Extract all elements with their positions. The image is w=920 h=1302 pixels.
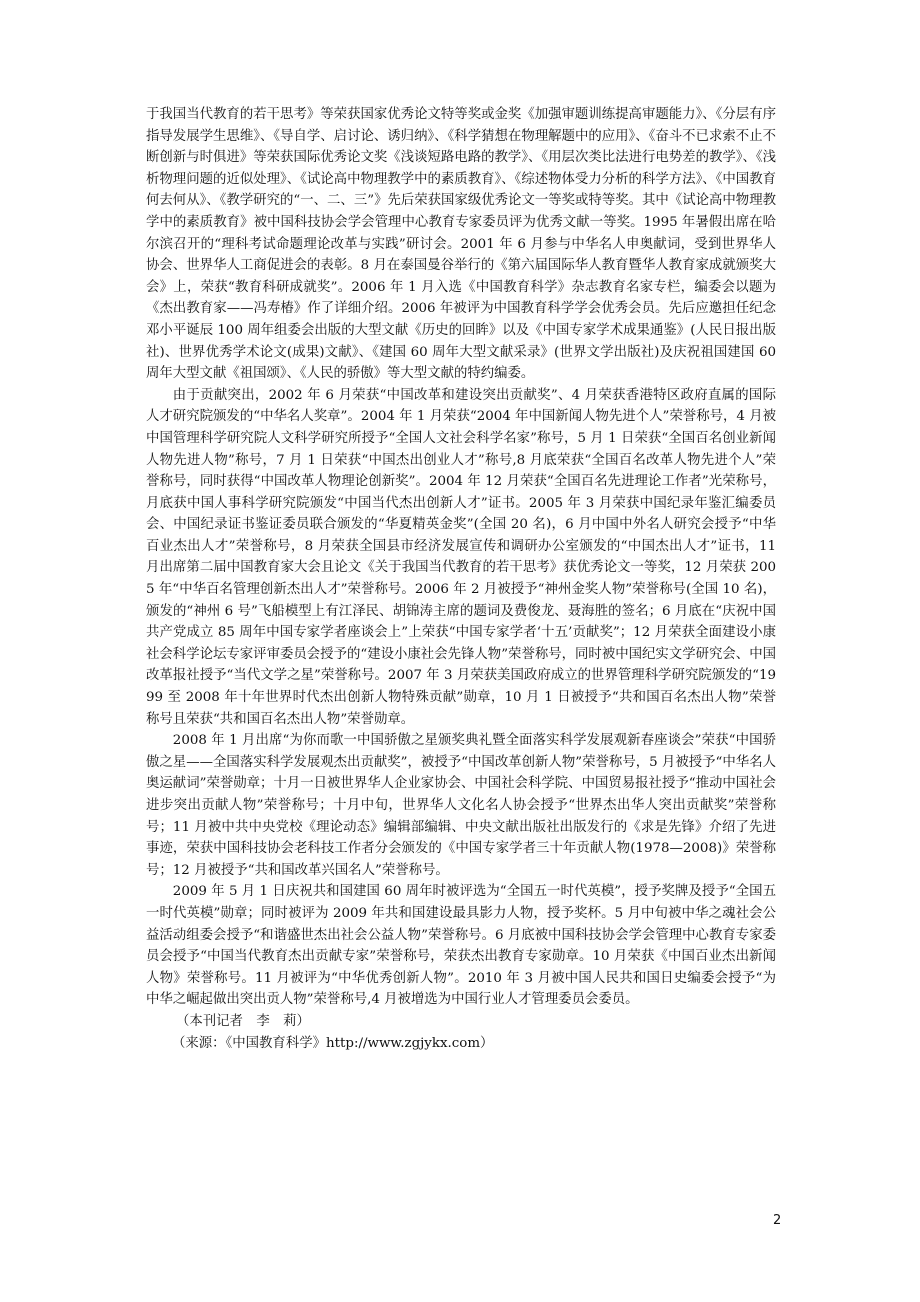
paragraph-honors-2008: 2008 年 1 月出席“为你而歌一中国骄傲之星颁奖典礼暨全面落实科学发展观新春座谈会”荣获“中国骄傲之星——全国落实科学发展观杰出贡献奖”，被授予“中国改革创新人物”荣誉称号，5 月被授予“中华名人奥运献词”荣誉勋章；十月一日被世界华人企业家协会、中国社会科学院、中国贸易报社授予“推动中国社会进步突出贡献人物”荣誉称号；十月中旬，世界华人文化名人协会授予“世界杰出华人突出贡献奖”荣誉称号；11 月被中共中央党校《理论动态》编辑部编辑、中央文献出版社出版发行的《求是先锋》介绍了先进事迹，荣获中国科技协会老科技工作者分会颁发的《中国专家学者三十年贡献人物(1978—2008)》荣誉称号；12 月被授予“共和国改革兴国名人”荣誉称号。 [146, 733, 776, 878]
source-line: （来源：《中国教育科学》http://www.zgjykx.com） [172, 1035, 494, 1051]
reporter-signoff: （本刊记者 李 莉） [176, 1013, 310, 1029]
paragraph-awards-papers: 于我国当代教育的若干思考》等荣获国家优秀论文特等奖或金奖《加强审题训练提高审题能力》、《分层有序指导发展学生思维》、《导自学、启讨论、诱归纳》、《科学猜想在物理解题中的应用》、《奋斗不已求索不止不断创新与时俱进》等荣获国际优秀论文奖《浅谈短路电路的教学》、《用层次类比法进行电势差的教学》、《浅析物理问题的近似处理》、《试论高中物理教学中的素质教育》、《综述物体受力分析的科学方法》、《中国教育何去何从》、《教学研究的“一、二、三”》先后荣获国家级优秀论文一等奖或特等奖。其中《试论高中物理教学中的素质教育》被中国科技协会学会管理中心教育专家委员评为优秀文献一等奖。1995 年暑假出席在哈尔滨召开的“理科考试命题理论改革与实践”研讨会。2001 年 6 月参与中华名人申奥献词，受到世界华人协会、世界华人工商促进会的表彰。8 月在泰国曼谷举行的《第六届国际华人教育暨华人教育家成就颁奖大会》上，荣获“教育科研成就奖”。2006 年 1 月入选《中国教育科学》杂志教育名家专栏，编委会以题为《杰出教育家——冯寿椿》作了详细介绍。2006 年被评为中国教育科学学会优秀会员。先后应邀担任纪念邓小平诞辰 100 周年组委会出版的大型文献《历史的回眸》以及《中国专家学术成果通鉴》(人民日报出版社)、世界优秀学术论文(成果)文献》、《建国 60 周年大型文献采录》(世界文学出版社)及庆祝祖国建国 60 周年大型文献《祖国颂》、《人民的骄傲》等大型文献的特约编委。 [146, 107, 776, 382]
paragraph-honors-2002-2007: 由于贡献突出，2002 年 6 月荣获“中国改革和建设突出贡献奖”、4 月荣获香港特区政府直属的国际人才研究院颁发的“中华名人奖章”。2004 年 1 月荣获“2004 年中国新闻人物先进个人”荣誉称号，4 月被中国管理科学研究院人文科学研究所授予“全国人文社会科学名家”称号，5 月 1 日荣获“全国百名创业新闻人物先进人物”称号，7 月 1 日荣获“中国杰出创业人才”称号,8 月底荣获“全国百名改革人物先进个人”荣誉称号，同时获得“中国改革人物理论创新奖”。2004 年 12 月荣获“全国百名先进理论工作者”光荣称号，月底获中国人事科学研究院颁发“中国当代杰出创新人才”证书。2005 年 3 月荣获中国纪录年鉴汇编委员会、中国纪录证书鉴证委员联合颁发的“华夏精英金奖”(全国 20 名)，6 月中国中外名人研究会授予“中华百业杰出人才”荣誉称号，8 月荣获全国县市经济发展宣传和调研办公室颁发的“中国杰出人才”证书，11 月出席第二届中国教育家大会且论文《关于我国当代教育的若干思考》获优秀论文一等奖，12 月荣获 2005 年“中华百名管理创新杰出人才”荣誉称号。2006 年 2 月被授予“神州金奖人物”荣誉称号(全国 10 名)，颁发的“神州 6 号”飞船模型上有江泽民、胡锦涛主席的题词及费俊龙、聂海胜的签名；6 月底在“庆祝中国共产党成立 85 周年中国专家学者座谈会上”上荣获“中国专家学者‘十五’贡献奖”；12 月荣获全面建设小康社会科学论坛专家评审委员会授予的“建设小康社会先锋人物”荣誉称号，同时被中国纪实文学研究会、中国改革报社授予“当代文学之星”荣誉称号。2007 年 3 月荣获美国政府成立的世界管理科学研究院颁发的“1999 至 2008 年十年世界时代杰出创新人物特殊贡献”勋章，10 月 1 日被授予“共和国百名杰出人物”荣誉称号且荣获“共和国百名杰出人物”荣誉勋章。 [146, 387, 776, 727]
document-body [146, 104, 776, 1054]
page-number: 2 [773, 1213, 782, 1228]
paragraph-honors-2009-2010: 2009 年 5 月 1 日庆祝共和国建国 60 周年时被评选为“全国五一时代英模”，授予奖牌及授予“全国五一时代英模”勋章；同时被评为 2009 年共和国建设最具影力人物，授予奖杯。5 月中旬被中华之魂社会公益活动组委会授予“和谐盛世杰出社会公益人物”荣誉称号。6 月底被中国科技协会学会管理中心教育专家委员会授予“中国当代教育杰出贡献专家”荣誉称号，荣获杰出教育专家勋章。10 月荣获《中国百业杰出新闻人物》荣誉称号。11 月被评为“中华优秀创新人物”。2010 年 3 月被中国人民共和国日史编委会授予“为中华之崛起做出突出贡人物”荣誉称号,4 月被增选为中国行业人才管理委员会委员。 [146, 884, 776, 1008]
